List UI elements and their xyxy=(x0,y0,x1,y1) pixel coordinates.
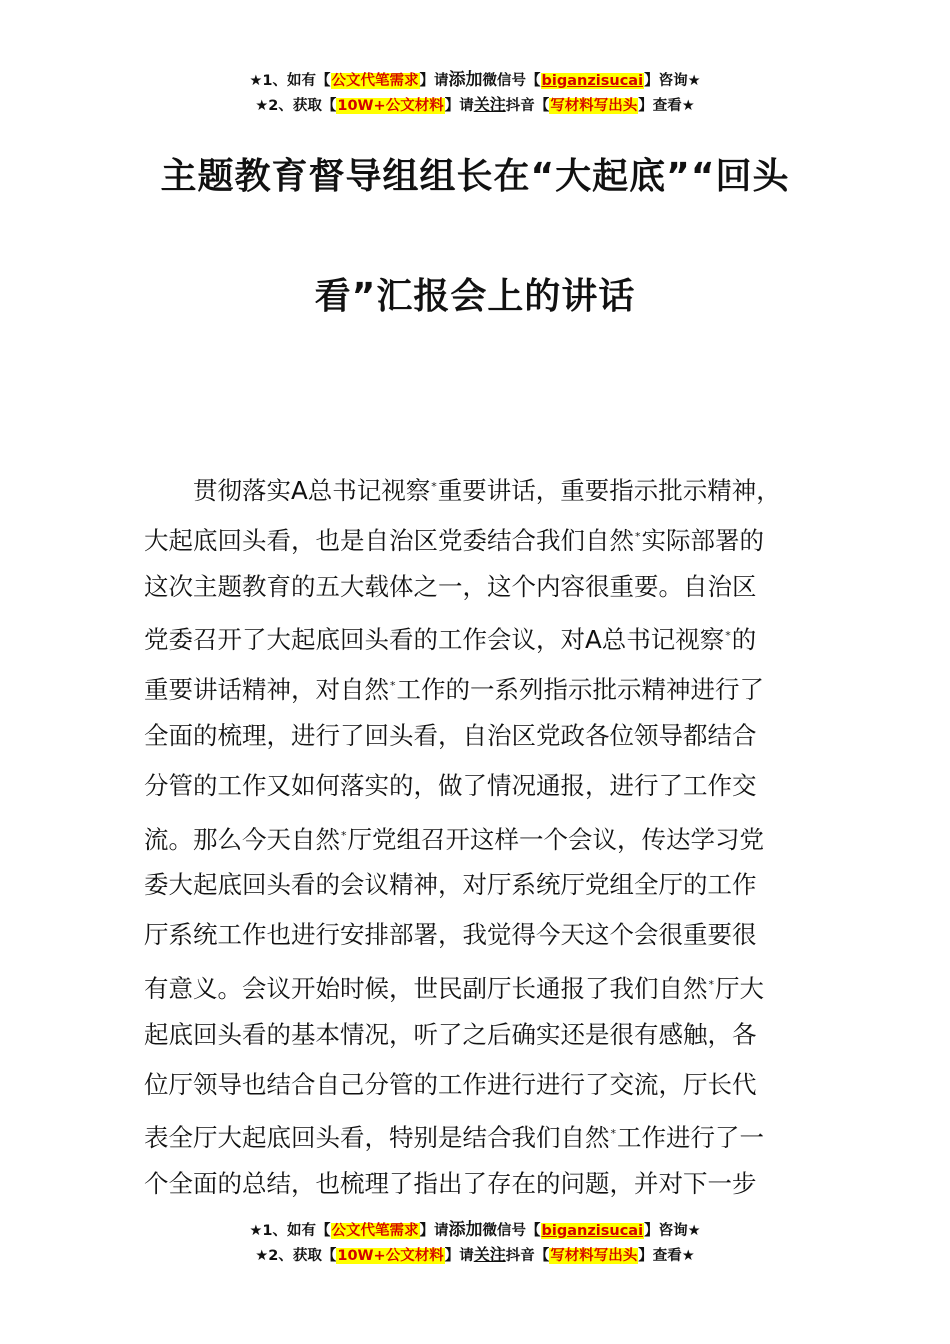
banner-text: ★1、如有【 xyxy=(249,73,331,89)
body-text-segment: 委大起底回头看的会议精神，对厅系统厅党组全厅的工作 xyxy=(144,870,757,900)
body-text-line xyxy=(144,562,834,612)
banner-text: ★2、获取【 xyxy=(255,98,337,114)
body-text-segment: 厅大 xyxy=(715,973,764,1003)
body-text-line xyxy=(144,462,834,512)
highlight-materials: 10W+公文材料 xyxy=(337,98,444,114)
body-text-segment: 重要讲话精神，对自然 xyxy=(144,675,389,705)
banner-text: 抖音【 xyxy=(505,98,550,114)
body-text-line xyxy=(144,711,834,761)
body-text-segment: 重要讲话，重要指示批示精神， xyxy=(437,476,781,505)
emphasis-follow: 关注 xyxy=(473,1245,506,1264)
banner-text: 】请 xyxy=(444,1248,474,1264)
body-text-segment: 厅系统工作也进行安排部署，我觉得今天这个会很重要很 xyxy=(144,920,757,950)
banner-text: 】请 xyxy=(444,98,474,114)
body-text-segment: 流。那么今天自然 xyxy=(144,824,340,854)
body-text-segment: 有意义。会议开始时候，世民副厅长通报了我们自然 xyxy=(144,973,708,1003)
banner-text: 】咨询★ xyxy=(644,73,701,89)
body-text-line xyxy=(144,811,834,861)
emphasis-follow: 关注 xyxy=(473,95,506,114)
document-title-line-2: 看”汇报会上的讲话 xyxy=(314,276,636,317)
wechat-id-link[interactable]: biganzisucai xyxy=(541,73,644,89)
body-text-segment: 这次主题教育的五大载体之一，这个内容很重要。自治区 xyxy=(144,571,757,601)
banner-text: ★1、如有【 xyxy=(249,1223,331,1239)
body-text-segment: 大起底回头看，也是自治区党委结合我们自然 xyxy=(144,525,634,555)
redaction-mark: * xyxy=(635,529,641,543)
body-text-line xyxy=(144,860,834,910)
body-text-line xyxy=(144,1060,834,1110)
banner-text: 】请 xyxy=(419,73,449,89)
banner-text: 】请 xyxy=(419,1223,449,1239)
body-text-segment: 起底回头看的基本情况，听了之后确实还是很有感触，各 xyxy=(144,1019,757,1049)
banner-line-2 xyxy=(0,1243,950,1268)
banner-text: 】咨询★ xyxy=(644,1223,701,1239)
body-text-segment: 党委召开了大起底回头看的工作会议，对A总书记视察 xyxy=(144,625,725,655)
redaction-mark: * xyxy=(708,977,714,991)
banner-text: 】查看★ xyxy=(638,1248,695,1264)
body-text-line xyxy=(144,910,834,960)
emphasis-add: 添加 xyxy=(448,1220,483,1240)
emphasis-add: 添加 xyxy=(448,70,483,90)
body-text-segment: 贯彻落实A总书记视察 xyxy=(193,476,431,505)
body-text-segment: 分管的工作又如何落实的，做了情况通报，进行了工作交 xyxy=(144,770,757,800)
highlight-ghostwriting-service: 公文代笔需求 xyxy=(331,1223,419,1239)
body-text-line xyxy=(144,1109,834,1159)
banner-line-1 xyxy=(0,68,950,93)
document-title-line-1: 主题教育督导组组长在“大起底”“回头 xyxy=(160,156,790,197)
highlight-materials: 10W+公文材料 xyxy=(337,1248,444,1264)
redaction-mark: * xyxy=(610,1127,616,1141)
banner-text: 抖音【 xyxy=(505,1248,550,1264)
redaction-mark: * xyxy=(390,679,396,693)
body-text-line xyxy=(144,1159,834,1209)
body-text-segment: 的 xyxy=(731,625,757,655)
footer-banner xyxy=(0,1218,950,1268)
body-text-segment: 个全面的总结，也梳理了指出了存在的问题，并对下一步 xyxy=(144,1169,757,1199)
body-text-segment: 表全厅大起底回头看，特别是结合我们自然 xyxy=(144,1123,610,1153)
banner-text: 微信号【 xyxy=(482,73,541,89)
highlight-ghostwriting-service: 公文代笔需求 xyxy=(331,73,419,89)
douyin-account-highlight: 写材料写出头 xyxy=(550,98,638,114)
body-text-line xyxy=(144,611,834,661)
body-text-segment: 厅党组召开这样一个会议，传达学习党 xyxy=(347,824,764,854)
banner-text: 】查看★ xyxy=(638,98,695,114)
banner-text: 微信号【 xyxy=(482,1223,541,1239)
document-body xyxy=(144,462,834,1209)
banner-text: ★2、获取【 xyxy=(255,1248,337,1264)
body-text-segment: 工作的一系列指示批示精神进行了 xyxy=(396,675,764,705)
body-text-segment: 实际部署的 xyxy=(641,525,764,555)
body-text-segment: 位厅领导也结合自己分管的工作进行进行了交流，厅长代 xyxy=(144,1069,757,1099)
body-text-line xyxy=(144,661,834,711)
banner-line-2 xyxy=(0,93,950,118)
banner-line-1 xyxy=(0,1218,950,1243)
redaction-mark: * xyxy=(341,828,347,842)
douyin-account-highlight: 写材料写出头 xyxy=(550,1248,638,1264)
body-text-line xyxy=(144,960,834,1010)
body-text-line xyxy=(144,512,834,562)
redaction-mark: * xyxy=(431,480,437,493)
wechat-id-link[interactable]: biganzisucai xyxy=(541,1223,644,1239)
body-text-line xyxy=(144,1010,834,1060)
body-text-line xyxy=(144,761,834,811)
header-banner xyxy=(0,68,950,118)
body-text-segment: 工作进行了一 xyxy=(617,1123,764,1153)
body-text-segment: 全面的梳理，进行了回头看，自治区党政各位领导都结合 xyxy=(144,720,757,750)
redaction-mark: * xyxy=(725,629,731,643)
